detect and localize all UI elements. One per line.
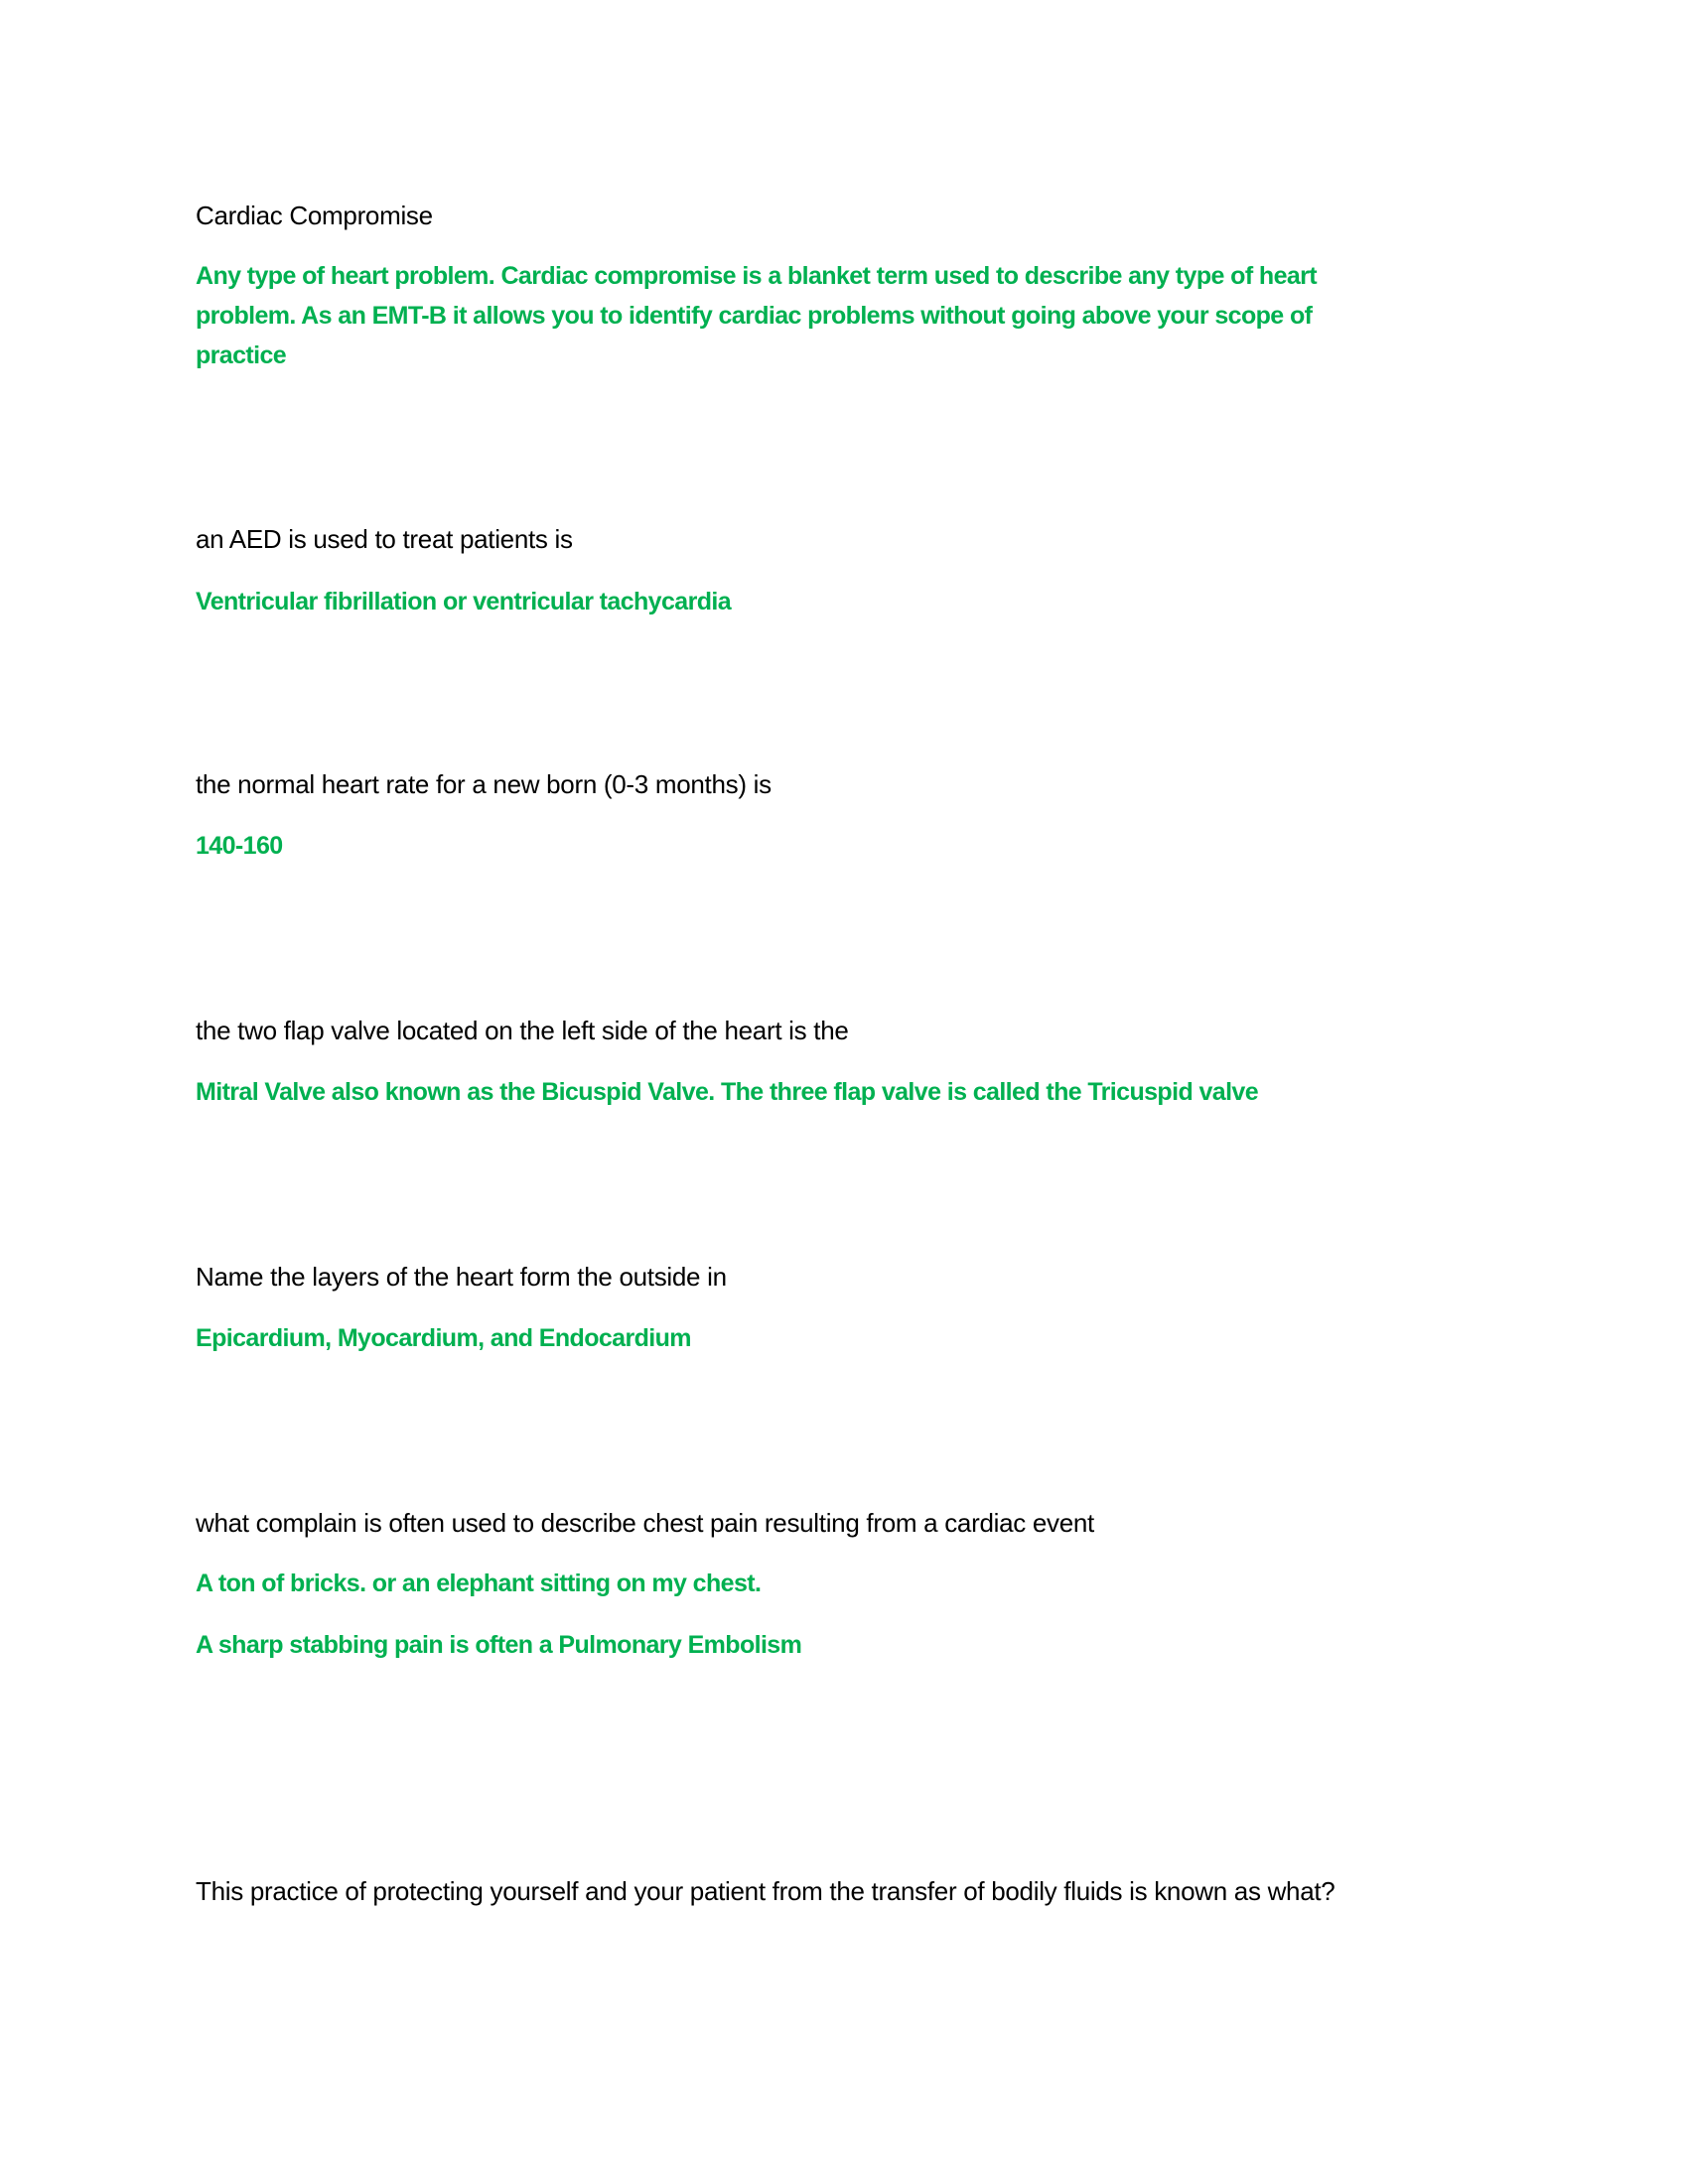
- answer-6-line-2: A sharp stabbing pain is often a Pulmonary Embolism: [196, 1631, 802, 1659]
- answer-5: Epicardium, Myocardium, and Endocardium: [196, 1324, 691, 1352]
- question-2: an AED is used to treat patients is: [196, 524, 573, 554]
- answer-3: 140-160: [196, 832, 283, 860]
- answer-1-line-3: practice: [196, 341, 287, 369]
- question-5: Name the layers of the heart form the outside in: [196, 1262, 727, 1292]
- answer-1-line-1: Any type of heart problem. Cardiac compromise is a blanket term used to describe any type of heart: [196, 262, 1318, 290]
- question-1: Cardiac Compromise: [196, 201, 433, 230]
- answer-1-line-2: problem. As an EMT-B it allows you to identify cardiac problems without going above your scope of: [196, 302, 1313, 330]
- question-4: the two flap valve located on the left side of the heart is the: [196, 1016, 849, 1045]
- question-3: the normal heart rate for a new born (0-3 months) is: [196, 769, 772, 799]
- question-6: what complain is often used to describe chest pain resulting from a cardiac event: [196, 1508, 1094, 1538]
- answer-6-line-1: A ton of bricks. or an elephant sitting on my chest.: [196, 1570, 762, 1597]
- question-7: This practice of protecting yourself and your patient from the transfer of bodily fluids is known as what?: [196, 1876, 1336, 1906]
- answer-2: Ventricular fibrillation or ventricular tachycardia: [196, 588, 732, 615]
- answer-4: Mitral Valve also known as the Bicuspid Valve. The three flap valve is called the Tricuspid valve: [196, 1078, 1259, 1106]
